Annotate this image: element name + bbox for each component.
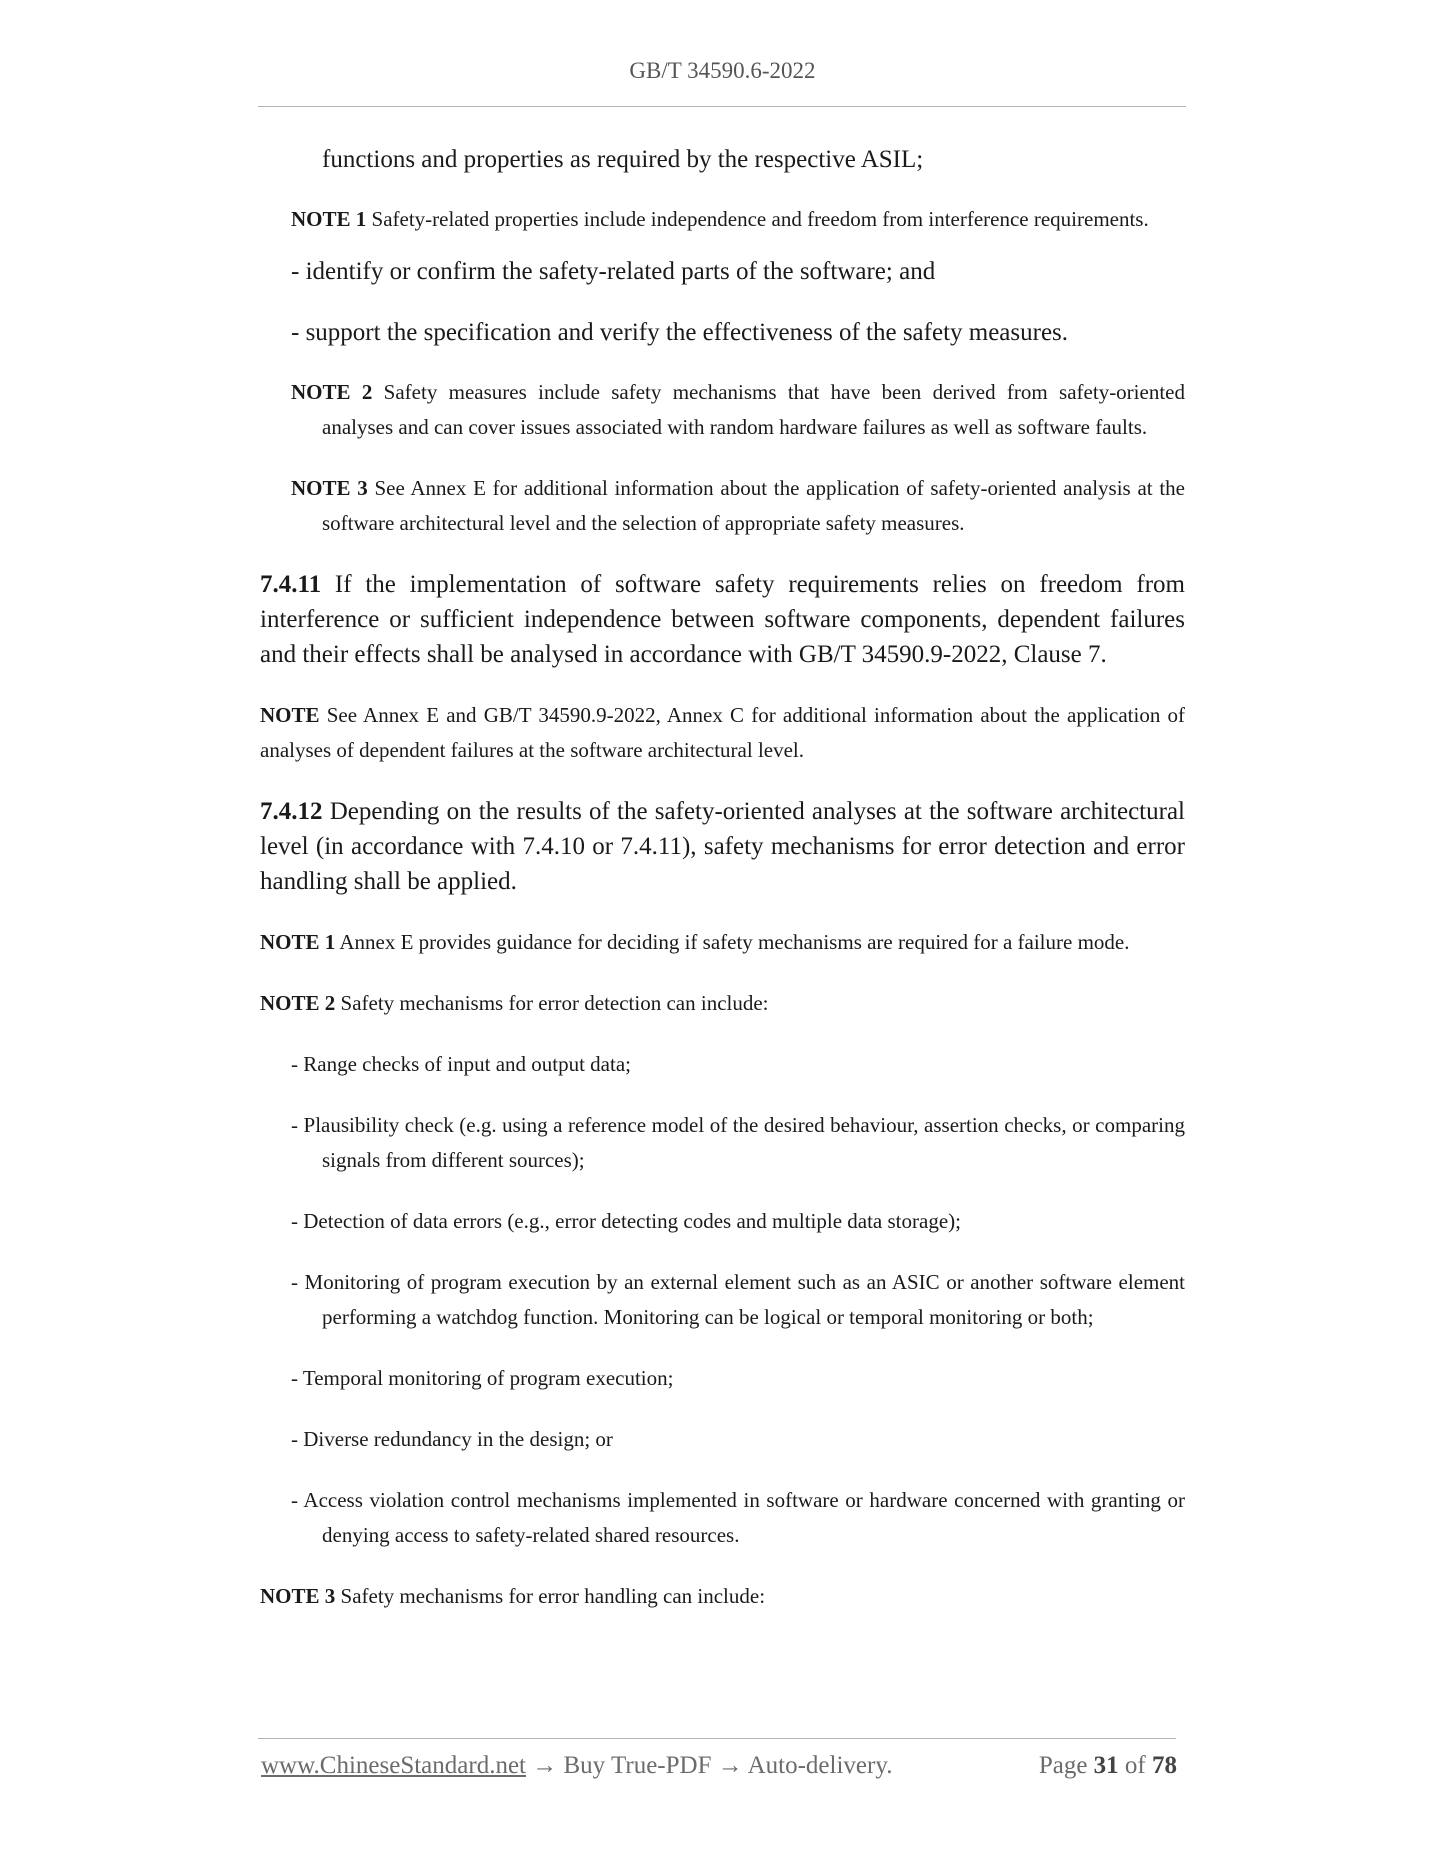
note <box>260 471 1185 541</box>
footer-tagline: → Buy True-PDF → Auto-delivery. <box>526 1752 893 1779</box>
page-current: 31 <box>1093 1752 1119 1779</box>
list-item: - Plausibility check (e.g. using a reference model of the desired behaviour, assertion checks, or comparing signals from different sources); <box>291 1113 1185 1172</box>
list-item: - Monitoring of program execution by an external element such as an ASIC or another software element performing a watchdog function. Monitoring can be logical or temporal monitoring or both; <box>291 1270 1185 1329</box>
clause-7-4-11 <box>260 567 1185 672</box>
list-item: - identify or confirm the safety-related parts of the software; and <box>291 258 936 285</box>
note-text: See Annex E and GB/T 34590.9-2022, Annex C for additional information about the application of analyses of dependent failures at the software architectural level. <box>260 703 1185 762</box>
list-item: - Temporal monitoring of program execution; <box>291 1366 674 1390</box>
page-total: 78 <box>1152 1752 1177 1779</box>
note <box>260 375 1185 445</box>
note <box>260 202 1185 237</box>
note <box>260 1579 1185 1614</box>
page-footer <box>261 1752 1177 1780</box>
clause-number: 7.4.11 <box>260 571 322 598</box>
list-item: - Range checks of input and output data; <box>291 1052 631 1076</box>
page-indicator <box>1039 1752 1177 1780</box>
clause-text: Depending on the results of the safety-oriented analyses at the software architectural level (in accordance with 7.4.10 or 7.4.11), safety mechanisms for error detection and error handling shall be applied. <box>260 798 1185 895</box>
list-item: - Access violation control mechanisms implemented in software or hardware concerned with granting or denying access to safety-related shared resources. <box>291 1488 1185 1547</box>
clause-7-4-12 <box>260 794 1185 899</box>
footer-divider <box>258 1738 1176 1739</box>
note-label: NOTE 3 <box>291 476 368 500</box>
paragraph: functions and properties as required by the respective ASIL; <box>322 146 924 173</box>
site-link[interactable]: www.ChineseStandard.net <box>261 1752 526 1779</box>
note-text: Safety measures include safety mechanisms that have been derived from safety-oriented analyses and can cover issues associated with random hardware failures as well as software faults. <box>322 380 1185 439</box>
note <box>260 986 1185 1021</box>
clause-number: 7.4.12 <box>260 798 323 825</box>
note-text: Safety-related properties include independence and freedom from interference requirements. <box>366 207 1149 231</box>
list-item: - Diverse redundancy in the design; or <box>291 1427 613 1451</box>
note <box>260 698 1185 768</box>
note-text: Safety mechanisms for error handling can include: <box>335 1584 766 1608</box>
note-text: Safety mechanisms for error detection can include: <box>335 991 769 1015</box>
list-item: - support the specification and verify the effectiveness of the safety measures. <box>291 319 1069 346</box>
note-label: NOTE 2 <box>260 991 336 1015</box>
note-label: NOTE 1 <box>291 207 367 231</box>
header-title: GB/T 34590.6-2022 <box>629 58 816 83</box>
document-body <box>260 142 1185 1614</box>
note-text: Annex E provides guidance for deciding if safety mechanisms are required for a failure mode. <box>335 930 1130 954</box>
header-divider <box>258 106 1186 107</box>
note-label: NOTE 3 <box>260 1584 336 1608</box>
note-label: NOTE <box>260 703 320 727</box>
clause-text: If the implementation of software safety requirements relies on freedom from interference or sufficient independence between software components, dependent failures and their effects shall be analysed in accordance with GB/T 34590.9-2022, Clause 7. <box>260 571 1185 668</box>
note-label: NOTE 1 <box>260 930 336 954</box>
note-text: See Annex E for additional information about the application of safety-oriented analysis at the software architectural level and the selection of appropriate safety measures. <box>322 476 1185 535</box>
note-label: NOTE 2 <box>291 380 373 404</box>
page-word: Page <box>1038 1752 1094 1779</box>
page-of: of <box>1118 1752 1152 1779</box>
note <box>260 925 1185 960</box>
list-item: - Detection of data errors (e.g., error detecting codes and multiple data storage); <box>291 1209 961 1233</box>
